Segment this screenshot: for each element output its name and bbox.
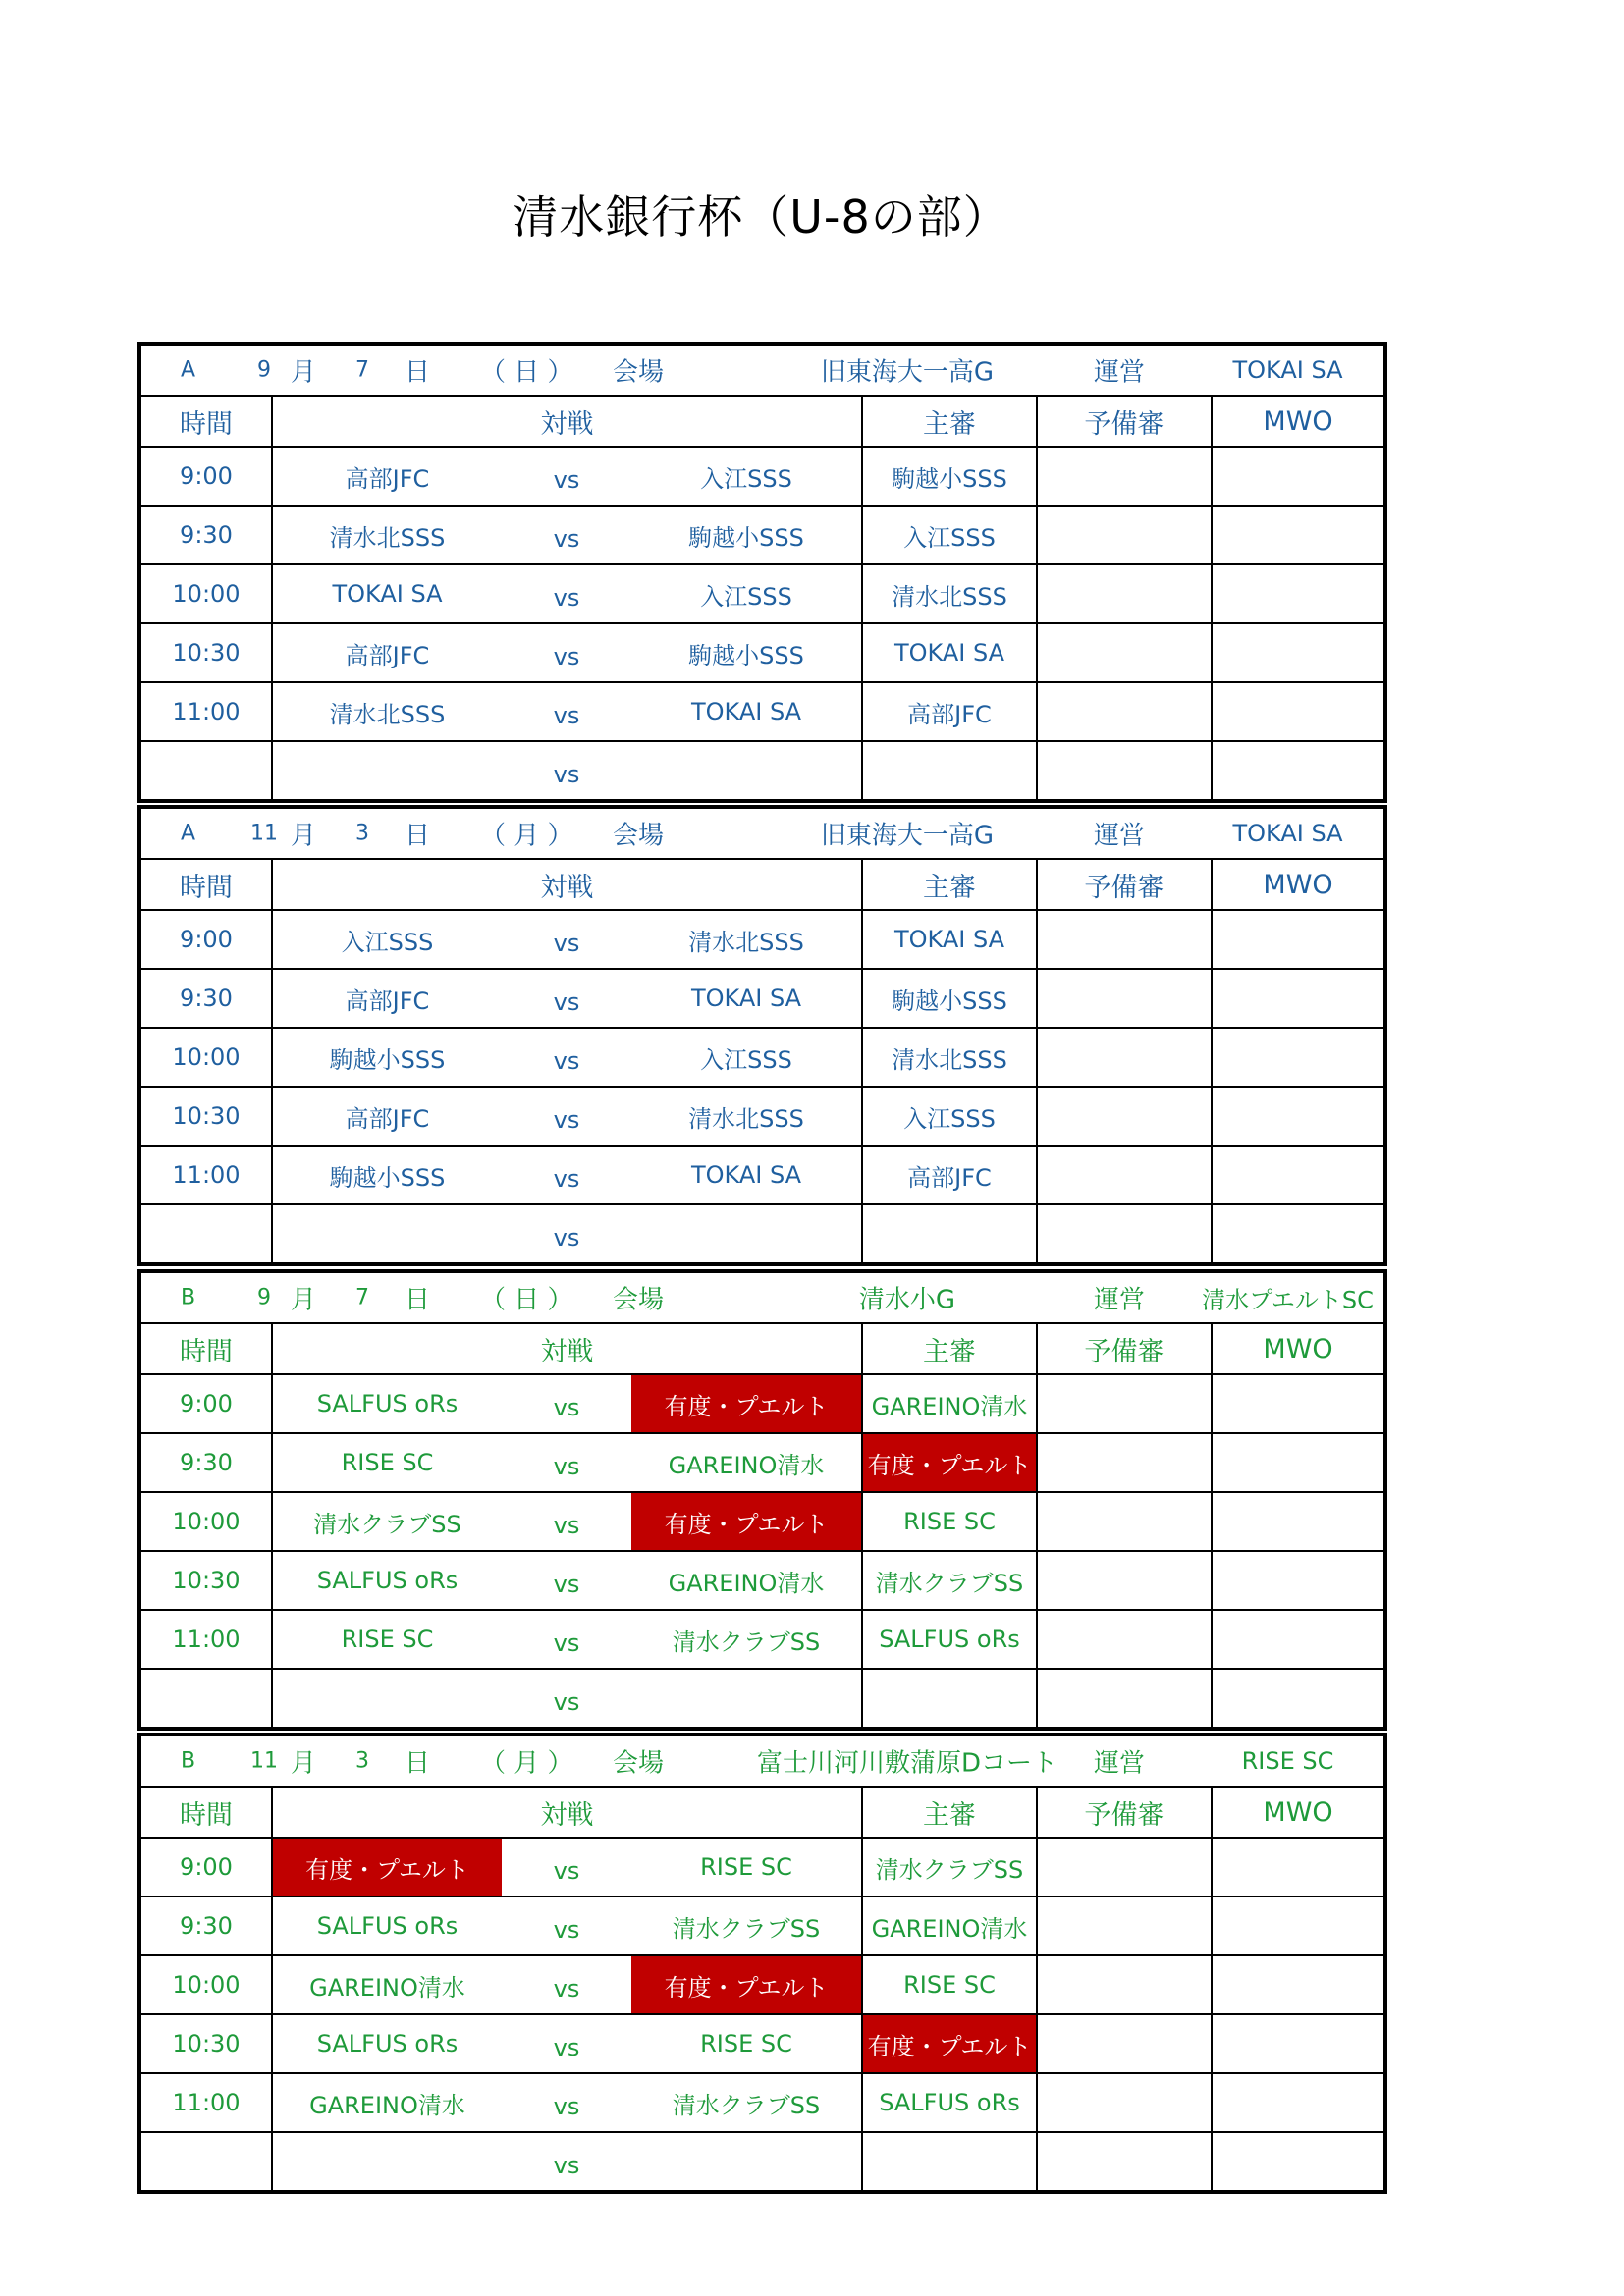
table-row (139, 1669, 1385, 1729)
away-team: 清水クラブSS (631, 1610, 862, 1669)
operator-label: 運営 (1094, 821, 1146, 851)
reserve-cell (1037, 1204, 1212, 1264)
referee-team: 清水北SSS (862, 564, 1037, 623)
col-header-time: 時間 (139, 1323, 272, 1374)
match-time: 9:00 (139, 1374, 272, 1433)
table-row (139, 1610, 1385, 1669)
col-header-match: 対戦 (272, 859, 862, 910)
venue-name: 清水小G (858, 1285, 956, 1315)
weekday-label: （ 日 ） (480, 1285, 573, 1315)
mwo-cell (1212, 1492, 1385, 1551)
group-label: B (181, 1285, 196, 1310)
away-team: 入江SSS (631, 447, 862, 506)
mwo-cell (1212, 1610, 1385, 1669)
reserve-cell (1037, 910, 1212, 969)
table-row (139, 1896, 1385, 1955)
home-team: SALFUS oRs (272, 1896, 502, 1955)
schedule-block (137, 342, 1383, 803)
away-team (631, 741, 862, 801)
table-row (139, 1838, 1385, 1896)
vs-label: vs (502, 1669, 631, 1729)
reserve-cell (1037, 1838, 1212, 1896)
referee-team: 入江SSS (862, 506, 1037, 564)
day-value: 3 (355, 1748, 369, 1774)
mwo-cell (1212, 682, 1385, 741)
table-row (139, 1492, 1385, 1551)
venue-name: 富士川河川敷蒲原Dコート (756, 1748, 1058, 1779)
match-time: 10:00 (139, 1028, 272, 1087)
col-header-mwo: MWO (1212, 859, 1385, 910)
month-value: 9 (257, 1285, 271, 1310)
away-team: 有度・プエルト (631, 1955, 862, 2014)
weekday-label: （ 日 ） (480, 357, 573, 388)
col-header-match: 対戦 (272, 396, 862, 447)
referee-team: SALFUS oRs (862, 2073, 1037, 2132)
reserve-cell (1037, 2073, 1212, 2132)
reserve-cell (1037, 1551, 1212, 1610)
home-team: 清水北SSS (272, 682, 502, 741)
month-label: 月 (291, 357, 317, 388)
away-team: RISE SC (631, 2014, 862, 2073)
vs-label: vs (502, 564, 631, 623)
home-team: SALFUS oRs (272, 1551, 502, 1610)
day-value: 7 (355, 1285, 369, 1310)
reserve-cell (1037, 623, 1212, 682)
away-team: GAREINO清水 (631, 1433, 862, 1492)
home-team (272, 741, 502, 801)
vs-label: vs (502, 1896, 631, 1955)
vs-label: vs (502, 1551, 631, 1610)
home-team: 高部JFC (272, 623, 502, 682)
schedule-table (137, 1269, 1387, 1731)
home-team: 清水北SSS (272, 506, 502, 564)
reserve-cell (1037, 1492, 1212, 1551)
match-time: 9:30 (139, 1433, 272, 1492)
table-row (139, 2132, 1385, 2192)
home-team: SALFUS oRs (272, 1374, 502, 1433)
table-row (139, 969, 1385, 1028)
schedule-table (137, 805, 1387, 1266)
venue-name: 旧東海大一高G (820, 357, 995, 388)
table-row (139, 447, 1385, 506)
month-label: 月 (291, 1285, 317, 1315)
match-time (139, 1669, 272, 1729)
home-team: 清水クラブSS (272, 1492, 502, 1551)
reserve-cell (1037, 1610, 1212, 1669)
block-info-row (141, 1273, 1383, 1322)
col-header-reserve: 予備審 (1037, 1787, 1212, 1838)
mwo-cell (1212, 1669, 1385, 1729)
home-team: GAREINO清水 (272, 1955, 502, 2014)
referee-team: TOKAI SA (862, 623, 1037, 682)
table-row (139, 623, 1385, 682)
schedule-table (137, 342, 1387, 803)
reserve-cell (1037, 1669, 1212, 1729)
home-team: 高部JFC (272, 969, 502, 1028)
away-team: GAREINO清水 (631, 1551, 862, 1610)
away-team: 清水北SSS (631, 1087, 862, 1146)
home-team (272, 2132, 502, 2192)
operator-label: 運営 (1094, 1748, 1146, 1779)
match-time: 9:30 (139, 1896, 272, 1955)
day-label: 日 (405, 1748, 431, 1779)
match-time (139, 1204, 272, 1264)
away-team: 有度・プエルト (631, 1374, 862, 1433)
reserve-cell (1037, 506, 1212, 564)
mwo-cell (1212, 969, 1385, 1028)
block-info-row (141, 809, 1383, 858)
reserve-cell (1037, 447, 1212, 506)
home-team: 有度・プエルト (272, 1838, 502, 1896)
referee-team: 清水クラブSS (862, 1551, 1037, 1610)
match-time: 11:00 (139, 1146, 272, 1204)
col-header-referee: 主審 (862, 1323, 1037, 1374)
col-header-mwo: MWO (1212, 1787, 1385, 1838)
table-row (139, 1955, 1385, 2014)
table-row (139, 1087, 1385, 1146)
reserve-cell (1037, 1896, 1212, 1955)
match-time: 10:30 (139, 623, 272, 682)
match-time: 10:00 (139, 1955, 272, 2014)
match-time: 9:30 (139, 506, 272, 564)
referee-team (862, 2132, 1037, 2192)
away-team (631, 1669, 862, 1729)
away-team: 清水北SSS (631, 910, 862, 969)
day-label: 日 (405, 821, 431, 851)
reserve-cell (1037, 969, 1212, 1028)
mwo-cell (1212, 2014, 1385, 2073)
reserve-cell (1037, 1374, 1212, 1433)
group-label: A (181, 821, 196, 846)
month-value: 11 (250, 1748, 278, 1774)
mwo-cell (1212, 1204, 1385, 1264)
vs-label: vs (502, 682, 631, 741)
venue-name: 旧東海大一高G (820, 821, 995, 851)
venue-label: 会場 (613, 1748, 665, 1779)
away-team: 有度・プエルト (631, 1492, 862, 1551)
match-time: 9:30 (139, 969, 272, 1028)
block-info-row (141, 1736, 1383, 1786)
referee-team: GAREINO清水 (862, 1374, 1037, 1433)
mwo-cell (1212, 1146, 1385, 1204)
match-time: 11:00 (139, 2073, 272, 2132)
table-row (139, 1146, 1385, 1204)
col-header-match: 対戦 (272, 1787, 862, 1838)
month-value: 11 (250, 821, 278, 846)
col-header-time: 時間 (139, 859, 272, 910)
home-team: 駒越小SSS (272, 1146, 502, 1204)
table-row (139, 1028, 1385, 1087)
col-header-referee: 主審 (862, 859, 1037, 910)
venue-label: 会場 (613, 821, 665, 851)
table-row (139, 910, 1385, 969)
home-team: GAREINO清水 (272, 2073, 502, 2132)
table-row (139, 1433, 1385, 1492)
mwo-cell (1212, 1028, 1385, 1087)
home-team: RISE SC (272, 1433, 502, 1492)
venue-label: 会場 (613, 357, 665, 388)
vs-label: vs (502, 1146, 631, 1204)
away-team: TOKAI SA (631, 969, 862, 1028)
vs-label: vs (502, 2132, 631, 2192)
mwo-cell (1212, 1374, 1385, 1433)
mwo-cell (1212, 506, 1385, 564)
col-header-time: 時間 (139, 396, 272, 447)
away-team: TOKAI SA (631, 682, 862, 741)
reserve-cell (1037, 741, 1212, 801)
day-value: 7 (355, 357, 369, 383)
reserve-cell (1037, 1955, 1212, 2014)
schedule-block (137, 805, 1383, 1266)
mwo-cell (1212, 741, 1385, 801)
col-header-mwo: MWO (1212, 396, 1385, 447)
referee-team: 清水北SSS (862, 1028, 1037, 1087)
block-info-row (141, 346, 1383, 395)
vs-label: vs (502, 447, 631, 506)
day-label: 日 (405, 1285, 431, 1315)
reserve-cell (1037, 2014, 1212, 2073)
col-header-referee: 主審 (862, 1787, 1037, 1838)
home-team: SALFUS oRs (272, 2014, 502, 2073)
col-header-reserve: 予備審 (1037, 859, 1212, 910)
col-header-mwo: MWO (1212, 1323, 1385, 1374)
col-header-match: 対戦 (272, 1323, 862, 1374)
referee-team: TOKAI SA (862, 910, 1037, 969)
mwo-cell (1212, 564, 1385, 623)
vs-label: vs (502, 1028, 631, 1087)
away-team: TOKAI SA (631, 1146, 862, 1204)
table-row (139, 741, 1385, 801)
table-row (139, 1374, 1385, 1433)
vs-label: vs (502, 910, 631, 969)
match-time: 11:00 (139, 1610, 272, 1669)
page-title: 清水銀行杯（U-8の部） (513, 190, 1009, 243)
vs-label: vs (502, 2073, 631, 2132)
reserve-cell (1037, 1087, 1212, 1146)
venue-label: 会場 (613, 1285, 665, 1315)
mwo-cell (1212, 623, 1385, 682)
reserve-cell (1037, 1433, 1212, 1492)
day-value: 3 (355, 821, 369, 846)
mwo-cell (1212, 2073, 1385, 2132)
referee-team: 駒越小SSS (862, 969, 1037, 1028)
weekday-label: （ 月 ） (480, 1748, 573, 1779)
vs-label: vs (502, 1838, 631, 1896)
table-row (139, 1551, 1385, 1610)
mwo-cell (1212, 447, 1385, 506)
operator-name: TOKAI SA (1232, 820, 1343, 847)
vs-label: vs (502, 623, 631, 682)
weekday-label: （ 月 ） (480, 821, 573, 851)
away-team (631, 1204, 862, 1264)
match-time: 10:30 (139, 1551, 272, 1610)
mwo-cell (1212, 1087, 1385, 1146)
operator-label: 運営 (1094, 1285, 1146, 1315)
referee-team: RISE SC (862, 1955, 1037, 2014)
away-team (631, 2132, 862, 2192)
match-time: 10:30 (139, 2014, 272, 2073)
away-team: 清水クラブSS (631, 2073, 862, 2132)
vs-label: vs (502, 1374, 631, 1433)
table-row (139, 564, 1385, 623)
away-team: 入江SSS (631, 1028, 862, 1087)
mwo-cell (1212, 1896, 1385, 1955)
match-time: 9:00 (139, 910, 272, 969)
month-label: 月 (291, 1748, 317, 1779)
match-time (139, 2132, 272, 2192)
mwo-cell (1212, 1955, 1385, 2014)
match-time: 10:30 (139, 1087, 272, 1146)
home-team: 高部JFC (272, 447, 502, 506)
home-team: 高部JFC (272, 1087, 502, 1146)
reserve-cell (1037, 2132, 1212, 2192)
schedule-block (137, 1733, 1383, 2194)
referee-team: 有度・プエルト (862, 1433, 1037, 1492)
vs-label: vs (502, 1433, 631, 1492)
referee-team: GAREINO清水 (862, 1896, 1037, 1955)
referee-team: 駒越小SSS (862, 447, 1037, 506)
home-team (272, 1669, 502, 1729)
referee-team: 入江SSS (862, 1087, 1037, 1146)
away-team: 駒越小SSS (631, 623, 862, 682)
reserve-cell (1037, 682, 1212, 741)
mwo-cell (1212, 1551, 1385, 1610)
away-team: 入江SSS (631, 564, 862, 623)
group-label: B (181, 1748, 196, 1774)
match-time: 10:00 (139, 1492, 272, 1551)
vs-label: vs (502, 741, 631, 801)
referee-team: RISE SC (862, 1492, 1037, 1551)
table-row (139, 682, 1385, 741)
col-header-reserve: 予備審 (1037, 1323, 1212, 1374)
match-time: 10:00 (139, 564, 272, 623)
match-time (139, 741, 272, 801)
table-row (139, 2073, 1385, 2132)
home-team: 駒越小SSS (272, 1028, 502, 1087)
reserve-cell (1037, 564, 1212, 623)
away-team: RISE SC (631, 1838, 862, 1896)
table-row (139, 2014, 1385, 2073)
vs-label: vs (502, 506, 631, 564)
day-label: 日 (405, 357, 431, 388)
col-header-time: 時間 (139, 1787, 272, 1838)
operator-name: 清水プエルトSC (1202, 1286, 1374, 1314)
month-label: 月 (291, 821, 317, 851)
reserve-cell (1037, 1146, 1212, 1204)
operator-label: 運営 (1094, 357, 1146, 388)
vs-label: vs (502, 1955, 631, 2014)
mwo-cell (1212, 1433, 1385, 1492)
away-team: 清水クラブSS (631, 1896, 862, 1955)
referee-team: 高部JFC (862, 1146, 1037, 1204)
vs-label: vs (502, 1087, 631, 1146)
col-header-reserve: 予備審 (1037, 396, 1212, 447)
home-team: RISE SC (272, 1610, 502, 1669)
home-team: TOKAI SA (272, 564, 502, 623)
home-team: 入江SSS (272, 910, 502, 969)
referee-team: 有度・プエルト (862, 2014, 1037, 2073)
group-label: A (181, 357, 196, 383)
mwo-cell (1212, 1838, 1385, 1896)
referee-team: 清水クラブSS (862, 1838, 1037, 1896)
match-time: 9:00 (139, 1838, 272, 1896)
referee-team: SALFUS oRs (862, 1610, 1037, 1669)
reserve-cell (1037, 1028, 1212, 1087)
away-team: 駒越小SSS (631, 506, 862, 564)
referee-team (862, 1669, 1037, 1729)
mwo-cell (1212, 910, 1385, 969)
col-header-referee: 主審 (862, 396, 1037, 447)
vs-label: vs (502, 2014, 631, 2073)
vs-label: vs (502, 1492, 631, 1551)
vs-label: vs (502, 1610, 631, 1669)
month-value: 9 (257, 357, 271, 383)
match-time: 11:00 (139, 682, 272, 741)
operator-name: RISE SC (1241, 1747, 1334, 1775)
table-row (139, 506, 1385, 564)
mwo-cell (1212, 2132, 1385, 2192)
match-time: 9:00 (139, 447, 272, 506)
schedule-table (137, 1733, 1387, 2194)
schedule-block (137, 1269, 1383, 1731)
home-team (272, 1204, 502, 1264)
vs-label: vs (502, 969, 631, 1028)
referee-team: 高部JFC (862, 682, 1037, 741)
vs-label: vs (502, 1204, 631, 1264)
referee-team (862, 1204, 1037, 1264)
referee-team (862, 741, 1037, 801)
operator-name: TOKAI SA (1232, 356, 1343, 384)
table-row (139, 1204, 1385, 1264)
